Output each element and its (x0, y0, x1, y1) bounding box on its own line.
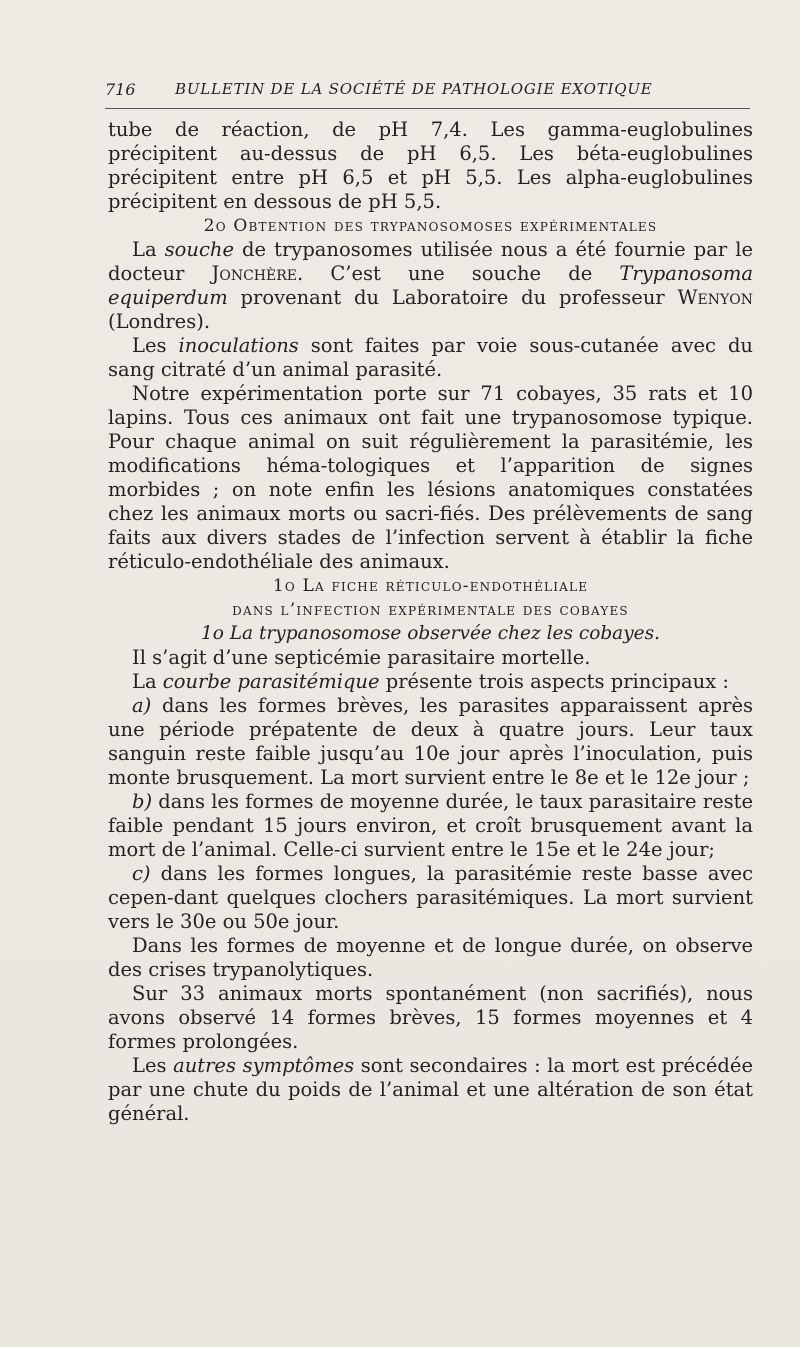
section-heading-fiche-line2: dans l’infection expérimentale des cobayes (232, 600, 629, 620)
paragraph-experimentation: Notre expérimentation porte sur 71 cobayes, 35 rats et 10 lapins. Tous ces animaux ont fait une trypanosomose typique. Pour chaque animal on suit régulièrement la parasitémie, les modifications héma-tologiques et l’apparition de signes morbides ; on note enfin les lésions anatomiques constatées chez les animaux morts ou sacri-fiés. Des prélèvements de sang faits aux divers stades de l’infection servent à établir la fiche réticulo-endothéliale des animaux. (108, 382, 753, 573)
paragraph-courbe: La courbe parasitémique présente trois aspects principaux : (132, 670, 729, 693)
running-header (105, 78, 750, 109)
page-number: 716 (105, 80, 136, 99)
paragraph-formes-longues: c) dans les formes longues, la parasitémie reste basse avec cepen-dant quelques clochers parasitémiques. La mort survient vers le 30e ou 50e jour. (108, 862, 753, 933)
paragraph-statistiques: Sur 33 animaux morts spontanément (non sacrifiés), nous avons observé 14 formes brèves, 15 formes moyennes et 4 formes prolongées. (108, 982, 753, 1053)
paragraph-formes-breves: a) dans les formes brèves, les parasites apparaissent après une période prépatente de deux à quatre jours. Leur taux sanguin reste faible jusqu’au 10e jour après l’inoculation, puis monte brusquement. La mort survient entre le 8e et le 12e jour ; (108, 694, 753, 789)
paragraph-inoculations: Les inoculations sont faites par voie sous-cutanée avec du sang citraté d’un animal parasité. (108, 334, 753, 381)
subsection-heading-cobayes: 1o La trypanosomose observée chez les cobayes. (200, 623, 660, 644)
body-text (108, 118, 753, 1126)
section-heading-fiche-line1: 1o La fiche réticulo-endothéliale (272, 576, 589, 596)
paragraph-ph-precipitation: tube de réaction, de pH 7,4. Les gamma-euglobulines précipitent au-dessus de pH 6,5. Les béta-euglobulines précipitent entre pH 6,5 et pH 5,5. Les alpha-euglobulines précipitent en dessous de pH 5,5. (108, 118, 753, 213)
running-title: BULLETIN DE LA SOCIÉTÉ DE PATHOLOGIE EXOTIQUE (175, 80, 653, 98)
paragraph-souche: La souche de trypanosomes utilisée nous a été fournie par le docteur Jonchère. C’est une souche de Trypanosoma equiperdum provenant du Laboratoire du professeur Wenyon (Londres). (108, 238, 753, 333)
paragraph-septicemie: Il s’agit d’une septicémie parasitaire mortelle. (132, 646, 591, 669)
paragraph-formes-moyennes: b) dans les formes de moyenne durée, le taux parasitaire reste faible pendant 15 jours environ, et croît brusquement avant la mort de l’animal. Celle-ci survient entre le 15e et le 24e jour; (108, 790, 753, 861)
paragraph-crises: Dans les formes de moyenne et de longue durée, on observe des crises trypanolytiques. (108, 934, 753, 981)
paragraph-symptomes: Les autres symptômes sont secondaires : la mort est précédée par une chute du poids de l’animal et une altération de son état général. (108, 1054, 753, 1125)
section-heading-obtention: 2o Obtention des trypanosomoses expérimentales (203, 216, 658, 236)
